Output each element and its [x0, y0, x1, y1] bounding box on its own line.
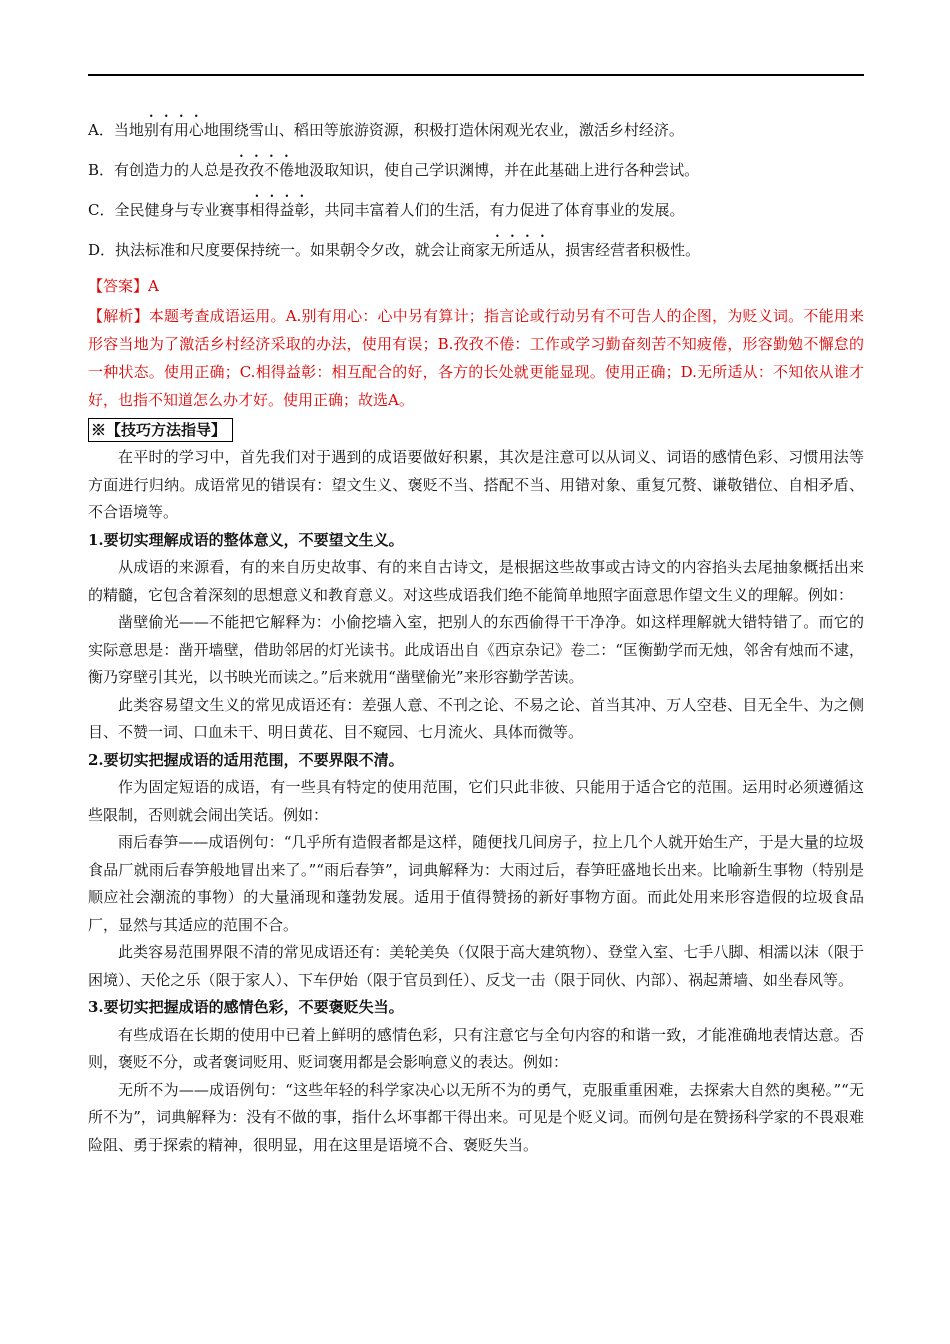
option-idiom: 别有用心 [143, 121, 204, 139]
option-text: 有创造力的人总是 [114, 161, 235, 179]
paragraph: 在平时的学习中，首先我们对于遇到的成语要做好积累，其次是注意可以从词义、词语的感情色彩、习惯用法等方面进行归纳。成语常见的错误有：望文生义、褒贬不当、搭配不当、用错对象、重复冗赘、谦敬错位、自相矛盾、不合语境等。 [88, 448, 864, 521]
paragraph: 凿壁偷光——不能把它解释为：小偷挖墙入室，把别人的东西偷得干干净净。如这样理解就大错特错了。而它的实际意思是：凿开墙壁，借助邻居的灯光读书。此成语出自《西京杂记》卷二：“匡衡勤学而无烛，邻舍有烛而不逮，衡乃穿壁引其光，以书映光而读之。”后来就用“凿壁偷光”来形容勤学苦读。 [88, 613, 864, 686]
paragraph: 无所不为——成语例句：“这些年轻的科学家决心以无所不为的勇气，克服重重困难，去探索大自然的奥秘。”“无所不为”，词典解释为：没有不做的事，指什么坏事都干得出来。可见是个贬义词。而例句是在赞扬科学家的不畏艰难险阻、勇于探索的精神，很明显，用在这里是语境不合、褒贬失当。 [88, 1080, 864, 1154]
option-idiom: 无所适从 [490, 241, 551, 259]
option-b [88, 152, 864, 184]
option-idiom: 相得益彰 [249, 201, 310, 219]
section-heading: 3.要切实把握成语的感情色彩，不要褒贬失当。 [88, 998, 404, 1016]
paragraph: 此类容易范围界限不清的常见成语还有：美轮美奂（仅限于高大建筑物）、登堂入室、七手八脚、相濡以沫（限于困境）、天伦之乐（限于家人）、下车伊始（限于官员到任）、反戈一击（限于同伙、内部）、祸起萧墙、如坐春风等。 [88, 943, 864, 989]
guide-title: ※【技巧方法指导】 [88, 418, 233, 442]
option-a [88, 112, 864, 144]
option-letter: B． [88, 161, 115, 179]
paragraph: 此类容易望文生义的常见成语还有：差强人意、不刊之论、不易之论、首当其冲、万人空巷、目无全牛、为之侧目、不赞一词、口血未干、明日黄花、目不窥园、七月流火、具体而微等。 [88, 695, 864, 741]
option-text: 当地 [113, 121, 144, 139]
option-text: 地围绕雪山、稻田等旅游资源，积极打造休闲观光农业，激活乡村经济。 [203, 121, 684, 139]
option-idiom: 孜孜不倦 [234, 161, 295, 179]
option-text: ，共同丰富着人们的生活，有力促进了体育事业的发展。 [309, 201, 685, 219]
option-letter: C． [88, 201, 115, 219]
guide-body [88, 444, 864, 1159]
paragraph: 作为固定短语的成语，有一些具有特定的使用范围，它们只此非彼、只能用于适合它的范围。运用时必须遵循这些限制，否则就会闹出笑话。例如： [88, 778, 864, 824]
option-text: 全民健身与专业赛事 [114, 201, 250, 219]
option-letter: D． [88, 241, 116, 259]
paragraph: 有些成语在长期的使用中已着上鲜明的感情色彩，只有注意它与全句内容的和谐一致，才能准确地表情达意。否则，褒贬不分，或者褒词贬用、贬词褒用都是会影响意义的表达。例如： [88, 1025, 864, 1071]
header-rule [88, 74, 864, 76]
section-heading: 1.要切实理解成语的整体意义，不要望文生义。 [88, 530, 404, 549]
option-text: 地汲取知识，使自己学识渊博，并在此基础上进行各种尝试。 [294, 161, 700, 179]
question-options [88, 112, 864, 264]
option-d [88, 232, 864, 264]
option-text: 执法标准和尺度要保持统一。如果朝令夕改，就会让商家 [115, 241, 491, 259]
paragraph: 雨后春笋——成语例句：“几乎所有造假者都是这样，随便找几间房子，拉上几个人就开始生产，于是大量的垃圾食品厂就雨后春笋般地冒出来了。”“雨后春笋”，词典解释为：大雨过后，春笋旺盛地长出来。比喻新生事物（特别是顺应社会潮流的事物）的大量涌现和蓬勃发展。适用于值得赞扬的新好事物方面。而此处用来形容造假的垃圾食品厂，显然与其适应的范围不合。 [88, 833, 864, 934]
option-c [88, 192, 864, 224]
section-heading: 2.要切实把握成语的适用范围，不要界限不清。 [88, 750, 404, 769]
option-letter: A． [88, 121, 114, 139]
option-text: ，损害经营者积极性。 [550, 241, 701, 259]
page-content [88, 112, 864, 1159]
paragraph: 从成语的来源看，有的来自历史故事、有的来自古诗文，是根据这些故事或古诗文的内容掐头去尾抽象概括出来的精髓，它包含着深刻的思想意义和教育意义。对这些成语我们绝不能简单地照字面意思作望文生义的理解。例如： [88, 558, 864, 604]
explanation: 【解析】本题考查成语运用。A.别有用心：心中另有算计；指言论或行动另有不可告人的企图，为贬义词。不能用来形容当地为了激活乡村经济采取的办法，使用有误；B.孜孜不倦：工作或学习勤奋刻苦不知疲倦，形容勤勉不懈怠的一种状态。使用正确；C.相得益彰：相互配合的好，各方的长处就更能显现。使用正确；D.无所适从：不知依从谁才好，也指不知道怎么办才好。使用正确；故选A。 [88, 307, 864, 409]
answer: 【答案】A [88, 277, 159, 295]
